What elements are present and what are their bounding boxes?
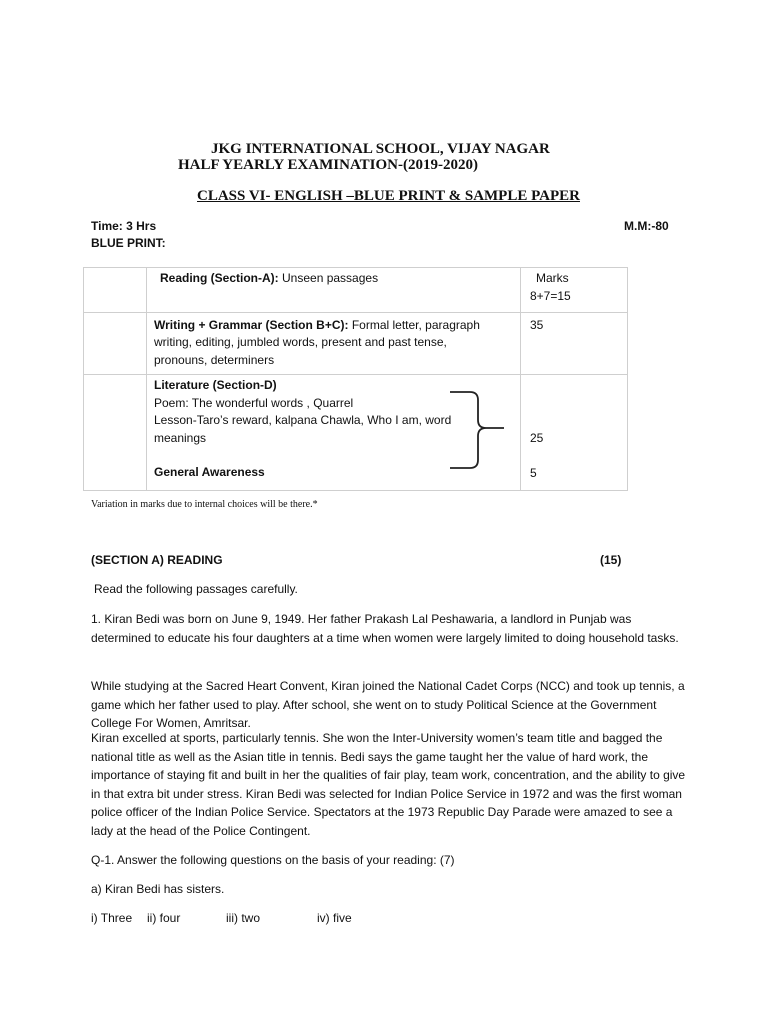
table-cell-empty bbox=[84, 375, 147, 491]
table-cell-marks bbox=[521, 375, 628, 491]
curly-brace-icon bbox=[448, 390, 508, 470]
literature-line: Poem: The wonderful words , Quarrel bbox=[154, 395, 354, 410]
section-a-title: (SECTION A) READING bbox=[91, 553, 223, 567]
literature-line: Lesson-Taro’s reward, kalpana Chawla, Who I am, word bbox=[154, 413, 452, 428]
table-cell-section bbox=[147, 312, 521, 375]
section-desc: Formal letter, paragraph writing, editing, jumbled words, present and past tense, pronouns, determiners bbox=[154, 317, 480, 367]
paper-title: CLASS VI- ENGLISH –BLUE PRINT & SAMPLE PAPER bbox=[197, 188, 580, 204]
table-cell-marks bbox=[521, 268, 628, 313]
section-desc: Unseen passages bbox=[278, 271, 379, 285]
general-awareness-title: General Awareness bbox=[154, 465, 265, 480]
marks-header: Marks bbox=[536, 271, 569, 285]
table-cell-empty bbox=[84, 268, 147, 313]
ga-marks-value: 5 bbox=[530, 465, 537, 480]
blueprint-label: BLUE PRINT: bbox=[91, 236, 166, 250]
section-title: Reading (Section-A): bbox=[160, 271, 279, 285]
marks-value: 25 bbox=[530, 431, 544, 446]
passage-paragraph-3: Kiran excelled at sports, particularly tennis. She won the Inter-University women’s team title and bagged the national title as well as the Asian title in tennis. Bedi says the game taught her the value of hard work, the importance of staying fit and built in her the qualities of fair play, team work, concentration, and the ability to give in that extra bit under stress. Kiran Bedi was selected for Indian Police Service in 1972 and was the first woman police officer of the Indian Police Service. Spectators at the 1973 Republic Day Parade were amazed to see a lady at the head of the Police Contingent. bbox=[91, 731, 686, 838]
option-1: i) Three bbox=[91, 911, 133, 925]
variation-note: Variation in marks due to internal choices will be there.* bbox=[91, 499, 318, 510]
marks-value: 8+7=15 bbox=[530, 288, 571, 303]
option-3: iii) two bbox=[226, 911, 261, 925]
question-1a: a) Kiran Bedi has sisters. bbox=[91, 882, 225, 896]
max-marks-label: M.M:-80 bbox=[624, 219, 669, 233]
table-cell-marks bbox=[521, 312, 628, 375]
blueprint-table bbox=[83, 267, 628, 491]
passage-paragraph-1: 1. Kiran Bedi was born on June 9, 1949. Her father Prakash Lal Peshawaria, a landlord in Punjab was determined to educate his four daughters at a time when women were largely limited to doing household tasks. bbox=[91, 612, 679, 645]
table-cell-empty bbox=[84, 312, 147, 375]
section-a-marks: (15) bbox=[600, 553, 622, 567]
table-row bbox=[84, 375, 628, 491]
question-1: Q-1. Answer the following questions on the basis of your reading: (7) bbox=[91, 853, 455, 867]
school-name: JKG INTERNATIONAL SCHOOL, VIJAY NAGAR bbox=[211, 141, 550, 157]
section-title: Writing + Grammar (Section B+C): bbox=[154, 317, 349, 332]
exam-title: HALF YEARLY EXAMINATION-(2019-2020) bbox=[178, 157, 478, 173]
marks-value: 35 bbox=[530, 317, 544, 332]
instruction-text: Read the following passages carefully. bbox=[94, 582, 298, 596]
section-title: Literature (Section-D) bbox=[154, 378, 277, 393]
option-2: ii) four bbox=[147, 911, 181, 925]
table-cell-section bbox=[147, 268, 521, 313]
passage-paragraph-2: While studying at the Sacred Heart Convent, Kiran joined the National Cadet Corps (NCC) and took up tennis, a game which her father used to play. After school, she went on to study Political Science at the Government College For Women, Amritsar. bbox=[91, 679, 685, 730]
option-4: iv) five bbox=[317, 911, 352, 925]
literature-line: meanings bbox=[154, 430, 207, 445]
time-label: Time: 3 Hrs bbox=[91, 219, 157, 233]
table-row bbox=[84, 312, 628, 375]
table-row bbox=[84, 268, 628, 313]
